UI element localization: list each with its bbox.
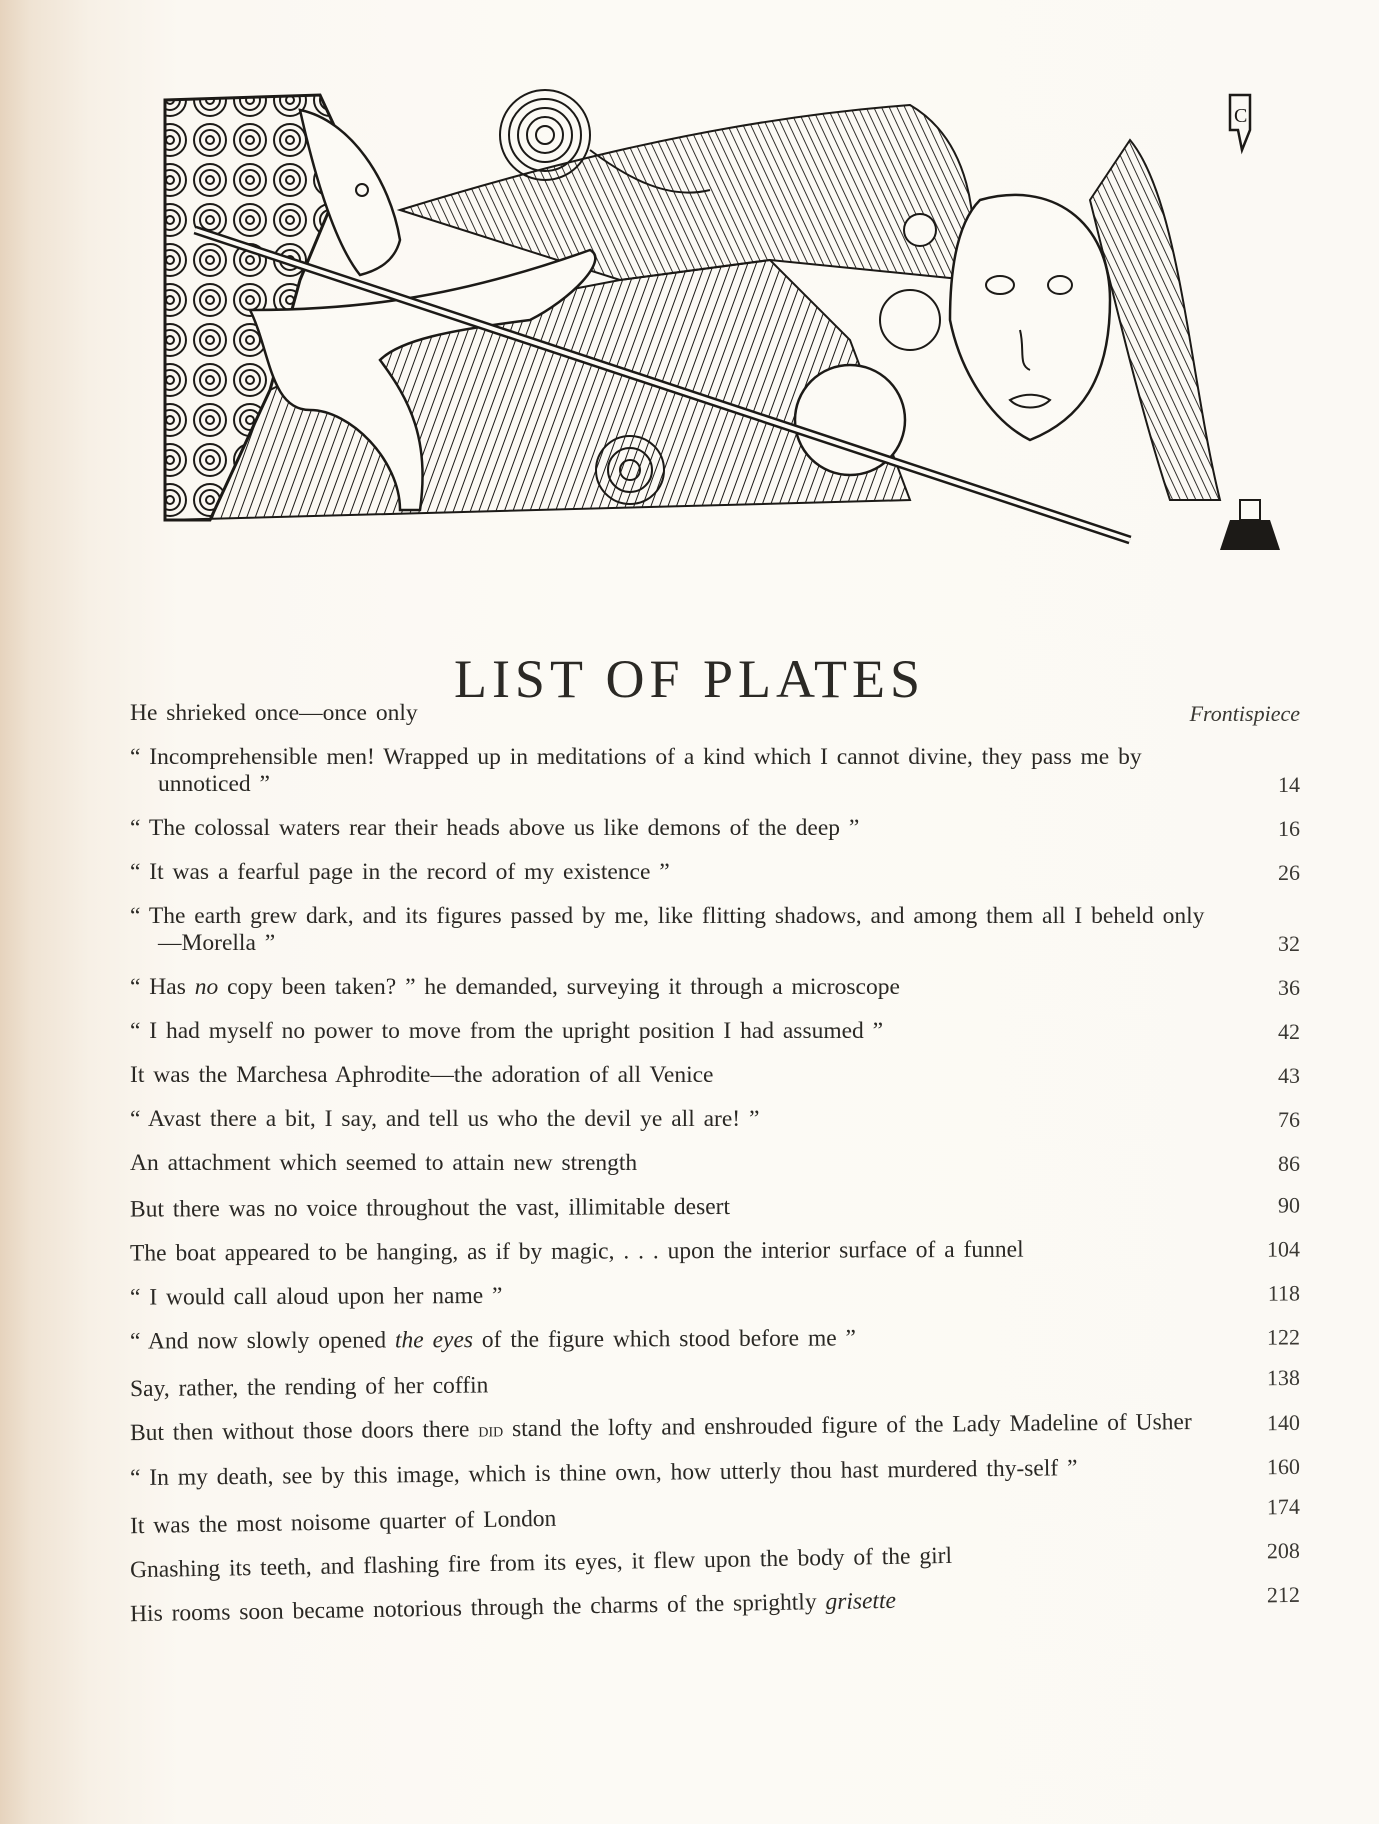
plate-caption-text: “ It was a fearful page in the record of my existence ” — [130, 859, 670, 885]
plate-entry — [130, 859, 1300, 886]
plate-entry — [130, 1323, 1300, 1355]
plate-page-number: 16 — [1278, 816, 1300, 841]
plate-caption-text: It was the most noisome quarter of London — [129, 1505, 557, 1540]
plate-caption-text: “ The colossal waters rear their heads above us like demons of the deep ” — [130, 815, 860, 841]
plate-entry — [130, 1493, 1300, 1540]
plate-caption — [130, 1454, 1221, 1492]
plate-caption — [130, 1582, 1222, 1628]
plate-entry — [130, 1018, 1300, 1045]
plate-caption — [130, 1150, 1221, 1177]
plate-page-number: 122 — [1266, 1324, 1301, 1350]
plate-caption-text: “ Incomprehensible men! Wrapped up in meditations of a kind which I cannot divine, they pass me by unnoticed ” — [130, 744, 1142, 797]
plate-caption-text: It was the Marchesa Aphrodite—the adoration of all Venice — [130, 1062, 714, 1088]
plate-page-number: 118 — [1267, 1280, 1301, 1306]
illustration-signature-mark — [1230, 95, 1250, 150]
plate-caption-small-caps: did — [478, 1419, 504, 1442]
plate-page-number: 104 — [1266, 1236, 1301, 1262]
plate-caption-text: But then without those doors there — [129, 1416, 479, 1447]
plate-page-number: 138 — [1266, 1364, 1301, 1391]
plate-entry — [130, 1408, 1300, 1448]
plate-caption-text: “ I had myself no power to move from the upright position I had assumed ” — [130, 1018, 884, 1044]
plate-page-number: 160 — [1266, 1453, 1301, 1480]
plate-caption — [130, 1236, 1221, 1268]
plate-caption — [130, 1324, 1221, 1356]
plate-entry — [130, 815, 1300, 842]
plate-page-number: 26 — [1278, 860, 1300, 885]
plate-caption — [130, 700, 1158, 727]
plates-list — [130, 700, 1300, 1635]
plate-caption-text: “ In my death, see by this image, which is thine own, how utterly thou hast murdered thy-self ” — [129, 1455, 1078, 1492]
illustration-inkwell — [1220, 500, 1280, 550]
plate-page-number: 174 — [1266, 1493, 1301, 1520]
plate-entry — [130, 1150, 1300, 1177]
plate-caption-text: “ Avast there a bit, I say, and tell us who the devil ye all are! ” — [130, 1106, 760, 1132]
plate-caption-text-end: stand the lofty and enshrouded figure of the Lady Madeline of Usher — [503, 1409, 1192, 1443]
illustration-woman-face — [950, 195, 1110, 440]
plate-entry — [130, 1364, 1300, 1403]
plate-caption — [130, 1018, 1221, 1045]
plate-page-number: 42 — [1278, 1019, 1300, 1044]
svg-text:C: C — [1234, 105, 1248, 127]
plate-caption — [130, 974, 1221, 1001]
plate-caption-text: Say, rather, the rending of her coffin — [129, 1372, 489, 1403]
plate-page-number: 86 — [1278, 1151, 1300, 1176]
plate-entry — [130, 1191, 1300, 1223]
plate-entry — [130, 1062, 1300, 1089]
plate-entry — [130, 1279, 1300, 1311]
plate-caption-text: He shrieked once—once only — [130, 700, 418, 726]
plate-caption — [130, 1365, 1221, 1403]
plate-caption-italic: grisette — [825, 1587, 897, 1616]
plate-entry — [130, 1453, 1300, 1492]
page-title: LIST OF PLATES — [453, 649, 926, 710]
plate-caption — [130, 1062, 1221, 1089]
plate-page-number: 43 — [1278, 1063, 1300, 1088]
plate-page-number: 212 — [1266, 1581, 1301, 1608]
plate-page-number: 90 — [1277, 1192, 1301, 1218]
plate-caption — [130, 1538, 1222, 1584]
plate-entry — [130, 903, 1300, 957]
plate-caption-text: But there was no voice throughout the vast, illimitable desert — [129, 1193, 731, 1223]
plate-entry — [130, 1235, 1300, 1267]
plate-page-number: Frontispiece — [1189, 701, 1300, 726]
plate-caption — [130, 1280, 1221, 1312]
plate-caption — [130, 744, 1221, 798]
plate-entry — [130, 1106, 1300, 1133]
plate-caption — [130, 859, 1221, 886]
plate-caption — [130, 1106, 1221, 1133]
plate-caption — [130, 903, 1221, 957]
plate-caption — [130, 815, 1221, 842]
plate-entry — [130, 1581, 1300, 1628]
plate-caption-italic: the eyes — [394, 1327, 474, 1354]
plate-caption — [130, 1494, 1222, 1540]
plate-entry — [130, 974, 1300, 1001]
plate-page-number: 36 — [1278, 975, 1300, 1000]
plate-caption-text-end: of the figure which stood before me ” — [472, 1325, 856, 1354]
plate-caption-text: The boat appeared to be hanging, as if by magic, . . . upon the interior surface of a funnel — [129, 1236, 1024, 1267]
plate-page-number: 14 — [1278, 772, 1300, 797]
plate-caption — [130, 1409, 1221, 1448]
plate-entry — [130, 1537, 1300, 1584]
plate-page-number: 32 — [1278, 931, 1300, 956]
plate-caption-text: An attachment which seemed to attain new strength — [130, 1150, 638, 1176]
plate-page-number: 76 — [1278, 1107, 1300, 1132]
plate-caption-text: His rooms soon became notorious through the charms of the sprightly — [129, 1589, 826, 1628]
plate-caption-text: “ And now slowly opened — [129, 1327, 396, 1355]
plate-caption-italic: no — [194, 974, 219, 1000]
plate-caption-text: “ I would call aloud upon her name ” — [129, 1282, 503, 1311]
plate-page-number: 208 — [1266, 1537, 1301, 1564]
plate-entry — [130, 744, 1300, 798]
plate-caption-text: Gnashing its teeth, and flashing fire from its eyes, it flew upon the body of the girl — [129, 1542, 953, 1584]
plate-page-number: 140 — [1266, 1409, 1301, 1436]
plate-entry — [130, 700, 1300, 727]
plate-caption-text: “ The earth grew dark, and its figures passed by me, like flitting shadows, and among them all I beheld only—Morella ” — [130, 903, 1205, 956]
plate-caption-text: “ Has — [130, 974, 195, 1000]
plate-caption — [130, 1192, 1221, 1224]
plate-caption-text-end: copy been taken? ” he demanded, surveying it through a microscope — [218, 974, 900, 1000]
header-illustration — [150, 80, 1300, 580]
